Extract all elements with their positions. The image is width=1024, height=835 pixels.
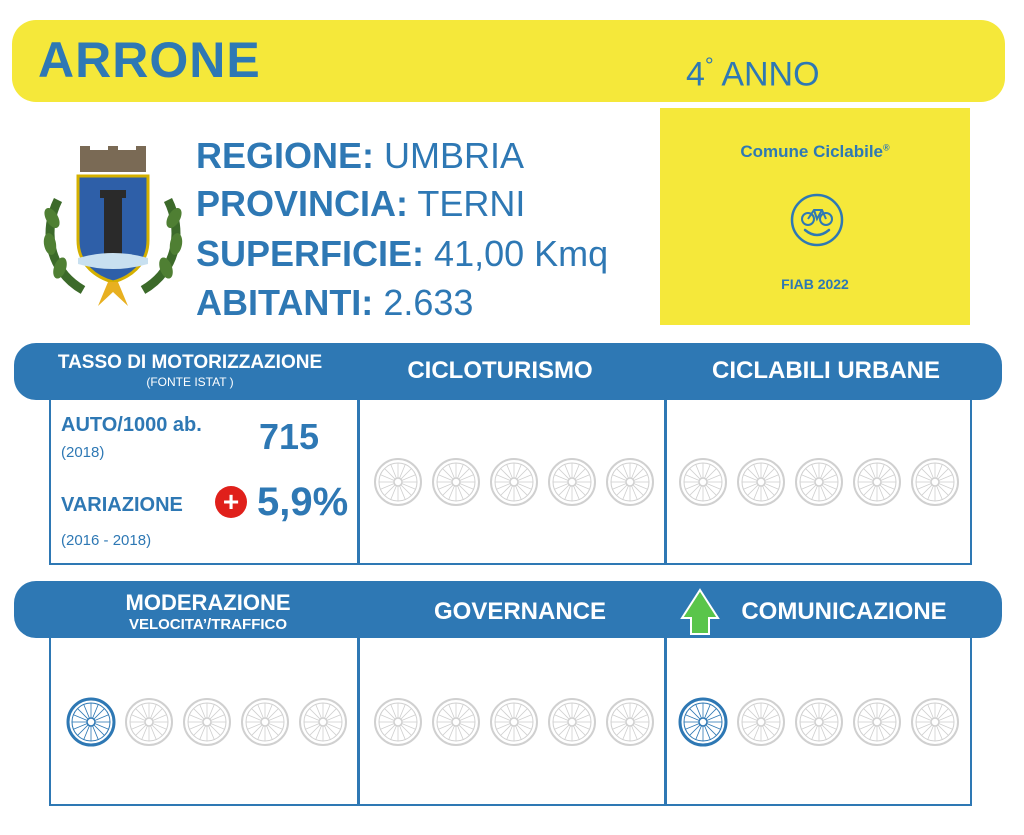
wheel-inactive-icon — [181, 696, 233, 748]
rating-cicloturismo — [372, 456, 656, 508]
smiling-bike-icon — [789, 192, 845, 248]
wheel-inactive-icon — [604, 696, 656, 748]
wheel-inactive-icon — [372, 456, 424, 508]
wheel-inactive-icon — [909, 456, 961, 508]
title-tasso-motorizzazione: TASSO DI MOTORIZZAZIONE — [57, 352, 323, 373]
auto-year: (2018) — [61, 444, 105, 461]
wheel-inactive-icon — [372, 696, 424, 748]
box-ciclabili-urbane — [665, 400, 972, 565]
plus-icon: + — [215, 486, 247, 518]
box-moderazione — [49, 638, 359, 806]
town-name: ARRONE — [38, 32, 261, 88]
wheel-inactive-icon — [735, 696, 787, 748]
title-ciclabili-urbane: CICLABILI URBANE — [712, 357, 940, 384]
box-comunicazione — [665, 638, 972, 806]
year-label: 4° ANNO — [686, 53, 820, 94]
wheel-inactive-icon — [488, 456, 540, 508]
variazione-years: (2016 - 2018) — [61, 532, 152, 549]
wheel-inactive-icon — [851, 456, 903, 508]
coat-of-arms-icon — [38, 140, 188, 308]
wheel-inactive-icon — [909, 696, 961, 748]
wheel-inactive-icon — [735, 456, 787, 508]
wheel-inactive-icon — [239, 696, 291, 748]
info-abitanti: ABITANTI: 2.633 — [196, 282, 474, 323]
wheel-inactive-icon — [677, 456, 729, 508]
wheel-active-icon — [677, 696, 729, 748]
subtitle-velocita-traffico: VELOCITA’/TRAFFICO — [128, 616, 288, 633]
auto-value: 715 — [259, 416, 320, 457]
variazione-value: 5,9% — [257, 480, 349, 524]
rating-moderazione — [65, 696, 349, 748]
wheel-inactive-icon — [793, 456, 845, 508]
title-governance: GOVERNANCE — [433, 598, 607, 625]
wheel-active-icon — [65, 696, 117, 748]
info-regione: REGIONE: UMBRIA — [196, 135, 525, 176]
title-moderazione: MODERAZIONE — [125, 590, 291, 615]
wheel-inactive-icon — [488, 696, 540, 748]
wheel-inactive-icon — [430, 696, 482, 748]
info-provincia: PROVINCIA: TERNI — [196, 183, 526, 224]
comune-ciclabile-badge — [660, 108, 970, 325]
badge-title: Comune Ciclabile® — [740, 142, 890, 161]
wheel-inactive-icon — [430, 456, 482, 508]
wheel-inactive-icon — [297, 696, 349, 748]
title-cicloturismo: CICLOTURISMO — [407, 357, 593, 384]
subtitle-fonte-istat: (FONTE ISTAT ) — [146, 375, 234, 389]
rating-governance — [372, 696, 656, 748]
wheel-inactive-icon — [793, 696, 845, 748]
auto-label: AUTO/1000 ab. — [61, 414, 202, 436]
wheel-inactive-icon — [851, 696, 903, 748]
wheel-inactive-icon — [123, 696, 175, 748]
box-cicloturismo — [358, 400, 666, 565]
rating-ciclabili-urbane — [677, 456, 961, 508]
wheel-inactive-icon — [546, 456, 598, 508]
box-governance — [358, 638, 666, 806]
title-comunicazione: COMUNICAZIONE — [741, 598, 947, 625]
arrow-up-icon — [680, 588, 720, 636]
box-motorizzazione — [49, 400, 359, 565]
badge-subtitle: FIAB 2022 — [781, 276, 849, 292]
info-superficie: SUPERFICIE: 41,00 Kmq — [196, 233, 609, 274]
wheel-inactive-icon — [546, 696, 598, 748]
rating-comunicazione — [677, 696, 961, 748]
wheel-inactive-icon — [604, 456, 656, 508]
variazione-label: VARIAZIONE — [61, 494, 183, 516]
